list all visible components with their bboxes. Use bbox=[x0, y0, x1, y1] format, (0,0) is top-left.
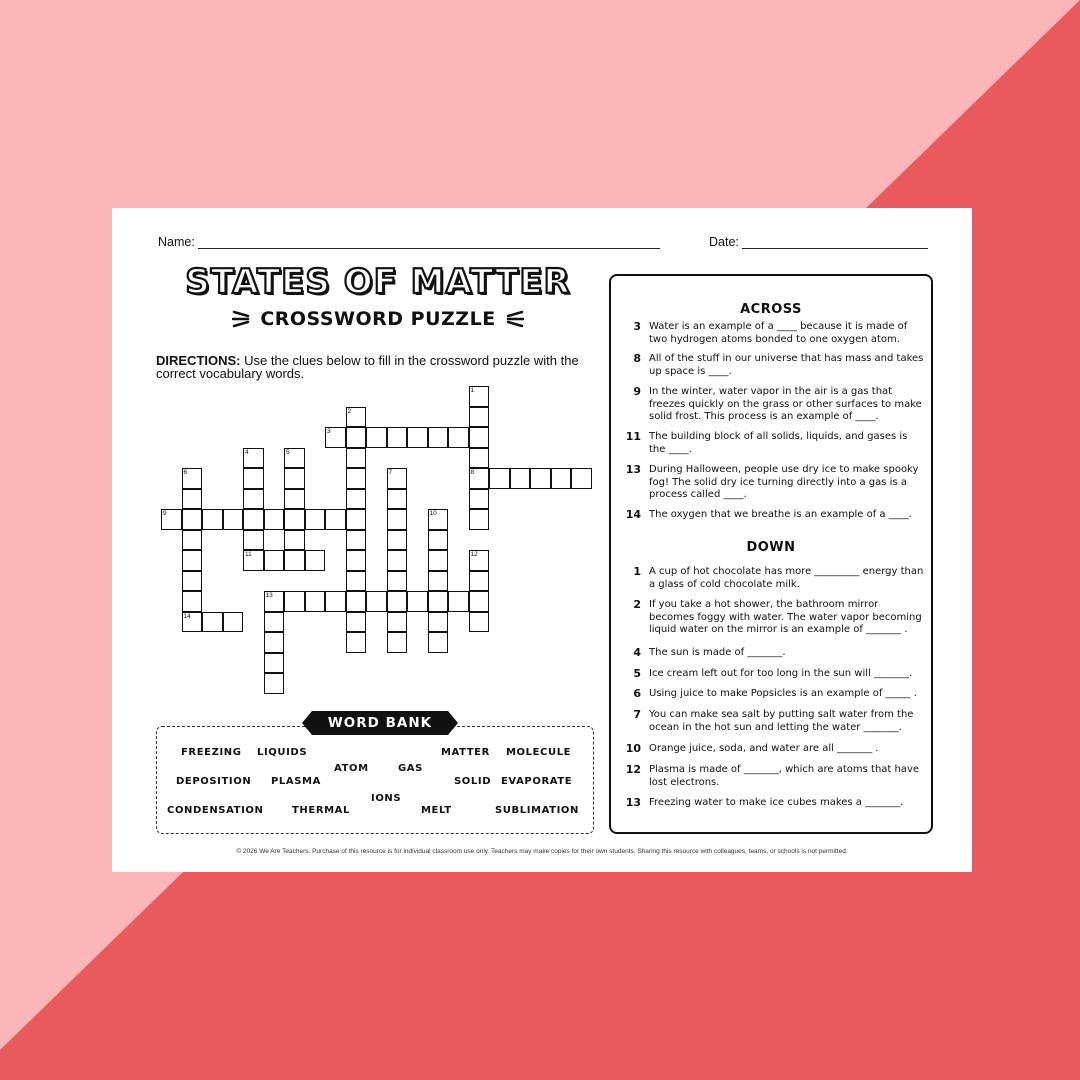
crossword-cell[interactable] bbox=[469, 427, 490, 448]
crossword-cell[interactable] bbox=[387, 509, 408, 530]
crossword-cell[interactable] bbox=[469, 571, 490, 592]
clue-number: 14 bbox=[625, 508, 641, 521]
clue-number: 8 bbox=[633, 352, 641, 365]
crossword-cell[interactable] bbox=[264, 673, 285, 694]
crossword-cell[interactable] bbox=[346, 591, 367, 612]
word-bank-word: MATTER bbox=[441, 747, 490, 758]
crossword-cell-number: 6 bbox=[183, 469, 188, 476]
crossword-cell[interactable] bbox=[264, 591, 285, 612]
crossword-cell[interactable] bbox=[243, 509, 264, 530]
copyright-footer: © 2026 We Are Teachers. Purchase of this resource is for individual classroom use only. Teachers may make copies for their own students. Sharing this resource with colleagues, teams, or schools is not permitted. bbox=[236, 848, 848, 855]
crossword-cell[interactable] bbox=[346, 509, 367, 530]
burst-left-icon bbox=[232, 308, 252, 330]
crossword-cell[interactable] bbox=[448, 591, 469, 612]
clue-text: Using juice to make Popsicles is an example of _____ . bbox=[649, 688, 917, 699]
clue-text: The oxygen that we breathe is an example of a ____. bbox=[649, 509, 912, 520]
clue-text: The sun is made of _______. bbox=[649, 647, 786, 658]
crossword-cell[interactable] bbox=[387, 550, 408, 571]
word-bank-word: THERMAL bbox=[292, 805, 350, 816]
down-clue bbox=[619, 668, 925, 681]
clue-number: 2 bbox=[633, 598, 641, 611]
down-clue bbox=[619, 566, 925, 591]
word-bank-word: ATOM bbox=[334, 763, 369, 774]
clue-text: Orange juice, soda, and water are all _______ . bbox=[649, 743, 879, 754]
clue-number: 5 bbox=[633, 667, 641, 680]
crossword-cell[interactable] bbox=[387, 530, 408, 551]
crossword-cell[interactable] bbox=[346, 468, 367, 489]
crossword-cell-number: 8 bbox=[470, 469, 475, 476]
word-bank-word: SUBLIMATION bbox=[495, 805, 579, 816]
crossword-cell-number: 14 bbox=[183, 612, 191, 620]
crossword-cell[interactable] bbox=[469, 550, 490, 571]
crossword-cell[interactable] bbox=[489, 468, 510, 489]
crossword-cell[interactable] bbox=[243, 468, 264, 489]
clue-number: 1 bbox=[633, 565, 641, 578]
clue-number: 3 bbox=[633, 320, 641, 333]
clue-number: 11 bbox=[625, 430, 641, 443]
crossword-cell[interactable] bbox=[284, 550, 305, 571]
crossword-cell[interactable] bbox=[202, 612, 223, 633]
crossword-cell[interactable] bbox=[182, 571, 203, 592]
clue-text: You can make sea salt by putting salt water from the ocean in the hot sun and letting the water _______. bbox=[649, 709, 914, 733]
crossword-cell[interactable] bbox=[284, 489, 305, 510]
crossword-cell[interactable] bbox=[346, 571, 367, 592]
name-field[interactable] bbox=[158, 235, 660, 249]
crossword-cell-number: 13 bbox=[265, 592, 273, 599]
crossword-cell[interactable] bbox=[243, 530, 264, 551]
word-bank-word: CONDENSATION bbox=[167, 805, 264, 816]
clue-text: All of the stuff in our universe that has mass and takes up space is ____. bbox=[649, 353, 924, 377]
crossword-cell[interactable] bbox=[387, 427, 408, 448]
down-clue bbox=[619, 599, 925, 637]
crossword-cell[interactable] bbox=[243, 489, 264, 510]
word-bank-word: SOLID bbox=[454, 776, 492, 787]
across-clue bbox=[619, 353, 925, 378]
crossword-cell[interactable] bbox=[387, 612, 408, 633]
crossword-cell[interactable] bbox=[428, 550, 449, 571]
crossword-cell[interactable] bbox=[264, 653, 285, 674]
crossword-cell[interactable] bbox=[305, 550, 326, 571]
clue-text: If you take a hot shower, the bathroom mirror becomes foggy with water. The water vapor becoming liquid water on the mirror is an example of _______ . bbox=[649, 599, 922, 635]
crossword-cell[interactable] bbox=[264, 632, 285, 653]
crossword-cell[interactable] bbox=[387, 571, 408, 592]
crossword-cell-number: 12 bbox=[470, 551, 478, 558]
across-clue bbox=[619, 386, 925, 424]
clue-text: Ice cream left out for too long in the sun will _______. bbox=[649, 668, 913, 679]
crossword-cell-number: 10 bbox=[429, 510, 437, 517]
crossword-cell[interactable] bbox=[510, 468, 531, 489]
crossword-cell[interactable] bbox=[469, 448, 490, 469]
clue-text: The building block of all solids, liquids, and gases is the ____. bbox=[649, 431, 908, 455]
crossword-cell[interactable] bbox=[284, 591, 305, 612]
burst-right-icon bbox=[504, 308, 524, 330]
clue-number: 9 bbox=[633, 385, 641, 398]
crossword-cell[interactable] bbox=[571, 468, 592, 489]
crossword-cell[interactable] bbox=[325, 591, 346, 612]
down-clue bbox=[619, 797, 925, 810]
subtitle-row bbox=[178, 308, 578, 330]
crossword-cell[interactable] bbox=[161, 509, 182, 530]
crossword-cell[interactable] bbox=[346, 448, 367, 469]
crossword-cell[interactable] bbox=[182, 489, 203, 510]
crossword-cell[interactable] bbox=[182, 530, 203, 551]
crossword-cell[interactable] bbox=[346, 407, 367, 428]
crossword-cell[interactable] bbox=[346, 427, 367, 448]
crossword-cell[interactable] bbox=[325, 427, 346, 448]
across-clue bbox=[619, 509, 925, 522]
clue-text: A cup of hot chocolate has more _________ energy than a glass of cold chocolate milk. bbox=[649, 566, 924, 590]
word-bank-word: LIQUIDS bbox=[257, 747, 308, 758]
crossword-cell[interactable] bbox=[202, 509, 223, 530]
crossword-cell[interactable] bbox=[469, 468, 490, 489]
crossword-cell[interactable] bbox=[346, 550, 367, 571]
clues-panel bbox=[609, 274, 933, 834]
crossword-cell-number: 9 bbox=[163, 510, 167, 517]
crossword-cell[interactable] bbox=[182, 591, 203, 612]
crossword-cell[interactable] bbox=[428, 509, 449, 530]
down-clue bbox=[619, 709, 925, 734]
crossword-cell[interactable] bbox=[469, 591, 490, 612]
crossword-cell[interactable] bbox=[284, 448, 305, 469]
clue-text: Freezing water to make ice cubes makes a _______. bbox=[649, 797, 904, 808]
crossword-cell[interactable] bbox=[407, 427, 428, 448]
crossword-cell[interactable] bbox=[305, 591, 326, 612]
crossword-cell[interactable] bbox=[428, 632, 449, 653]
crossword-cell[interactable] bbox=[182, 509, 203, 530]
name-line bbox=[198, 236, 660, 249]
across-clue bbox=[619, 464, 925, 502]
crossword-cell[interactable] bbox=[284, 530, 305, 551]
crossword-cell[interactable] bbox=[284, 509, 305, 530]
crossword-cell-number: 11 bbox=[245, 551, 252, 558]
name-label: Name: bbox=[158, 235, 195, 249]
across-heading: ACROSS bbox=[740, 302, 802, 317]
crossword-cell[interactable] bbox=[182, 550, 203, 571]
clue-text: In the winter, water vapor in the air is a gas that freezes quickly on the grass or other surfaces to make solid frost. This process is an example of ____. bbox=[649, 386, 922, 422]
clue-number: 6 bbox=[633, 687, 641, 700]
across-clue bbox=[619, 321, 925, 346]
crossword-cell[interactable] bbox=[223, 612, 244, 633]
crossword-cell[interactable] bbox=[243, 448, 264, 469]
crossword-cell[interactable] bbox=[428, 571, 449, 592]
crossword-cell[interactable] bbox=[366, 427, 387, 448]
crossword-cell[interactable] bbox=[469, 489, 490, 510]
down-clue bbox=[619, 647, 925, 660]
directions-text: Use the clues below to fill in the crossword puzzle with the correct vocabulary words. bbox=[156, 353, 579, 381]
crossword-cell[interactable] bbox=[346, 530, 367, 551]
word-bank-word: FREEZING bbox=[181, 747, 242, 758]
crossword-cell[interactable] bbox=[305, 509, 326, 530]
clue-number: 7 bbox=[633, 708, 641, 721]
word-bank-title: WORD BANK bbox=[312, 711, 448, 735]
word-bank-word: IONS bbox=[371, 793, 402, 804]
date-label: Date: bbox=[709, 235, 739, 249]
clue-number: 13 bbox=[625, 796, 641, 809]
crossword-cell-number: 7 bbox=[388, 469, 393, 476]
crossword-cell-number: 1 bbox=[470, 387, 475, 394]
page-subtitle: CROSSWORD PUZZLE bbox=[260, 308, 496, 330]
down-clue bbox=[619, 764, 925, 789]
word-bank-word: DEPOSITION bbox=[176, 776, 252, 787]
crossword-cell-number: 2 bbox=[347, 407, 352, 415]
crossword-cell[interactable] bbox=[428, 530, 449, 551]
crossword-cell[interactable] bbox=[469, 386, 490, 407]
word-bank-word: GAS bbox=[398, 763, 423, 774]
crossword-cell[interactable] bbox=[264, 612, 285, 633]
crossword-cell[interactable] bbox=[243, 550, 264, 571]
directions-label: DIRECTIONS: bbox=[156, 353, 241, 368]
crossword-cell[interactable] bbox=[182, 612, 203, 633]
crossword-cell[interactable] bbox=[387, 468, 408, 489]
crossword-cell[interactable] bbox=[325, 509, 346, 530]
crossword-cell[interactable] bbox=[387, 591, 408, 612]
crossword-cell[interactable] bbox=[448, 427, 469, 448]
crossword-cell[interactable] bbox=[346, 612, 367, 633]
crossword-cell[interactable] bbox=[366, 591, 387, 612]
crossword-cell[interactable] bbox=[284, 468, 305, 489]
word-bank-word: EVAPORATE bbox=[501, 776, 573, 787]
crossword-cell[interactable] bbox=[407, 591, 428, 612]
crossword-cell[interactable] bbox=[387, 489, 408, 510]
down-clue bbox=[619, 743, 925, 756]
date-field[interactable] bbox=[709, 235, 928, 249]
crossword-cell[interactable] bbox=[346, 489, 367, 510]
clue-text: Plasma is made of _______, which are atoms that have lost electrons. bbox=[649, 764, 920, 788]
clue-number: 13 bbox=[625, 463, 641, 476]
crossword-cell[interactable] bbox=[223, 509, 244, 530]
crossword-cell[interactable] bbox=[346, 632, 367, 653]
word-bank-word: MELT bbox=[421, 805, 452, 816]
crossword-cell[interactable] bbox=[264, 550, 285, 571]
clue-number: 12 bbox=[625, 763, 641, 776]
title-block bbox=[178, 262, 578, 330]
clue-text: During Halloween, people use dry ice to make spooky fog! The solid dry ice turning directly into a gas is a process called ____. bbox=[649, 464, 919, 500]
crossword-cell[interactable] bbox=[387, 632, 408, 653]
crossword-cell[interactable] bbox=[551, 468, 572, 489]
crossword-cell[interactable] bbox=[469, 612, 490, 633]
crossword-cell[interactable] bbox=[469, 509, 490, 530]
across-clue bbox=[619, 431, 925, 456]
clue-number: 4 bbox=[633, 646, 641, 659]
crossword-cell[interactable] bbox=[469, 407, 490, 428]
clue-text: Water is an example of a ____ because it is made of two hydrogen atoms bonded to one oxygen atom. bbox=[649, 321, 908, 345]
crossword-cell[interactable] bbox=[428, 612, 449, 633]
word-bank-word: MOLECULE bbox=[506, 747, 572, 758]
crossword-cell[interactable] bbox=[428, 427, 449, 448]
crossword-cell[interactable] bbox=[428, 591, 449, 612]
crossword-cell[interactable] bbox=[530, 468, 551, 489]
crossword-cell-number: 4 bbox=[245, 448, 249, 456]
date-line bbox=[742, 236, 928, 249]
crossword-cell-number: 5 bbox=[286, 448, 290, 456]
crossword-cell-number: 3 bbox=[327, 428, 331, 435]
directions bbox=[156, 354, 596, 380]
clue-number: 10 bbox=[625, 742, 641, 755]
down-heading: DOWN bbox=[746, 540, 796, 555]
crossword-cell[interactable] bbox=[264, 509, 285, 530]
worksheet bbox=[112, 208, 972, 872]
word-bank-word: PLASMA bbox=[271, 776, 321, 787]
down-clue bbox=[619, 688, 925, 701]
crossword-cell[interactable] bbox=[182, 468, 203, 489]
page-title: STATES OF MATTER bbox=[185, 262, 571, 302]
